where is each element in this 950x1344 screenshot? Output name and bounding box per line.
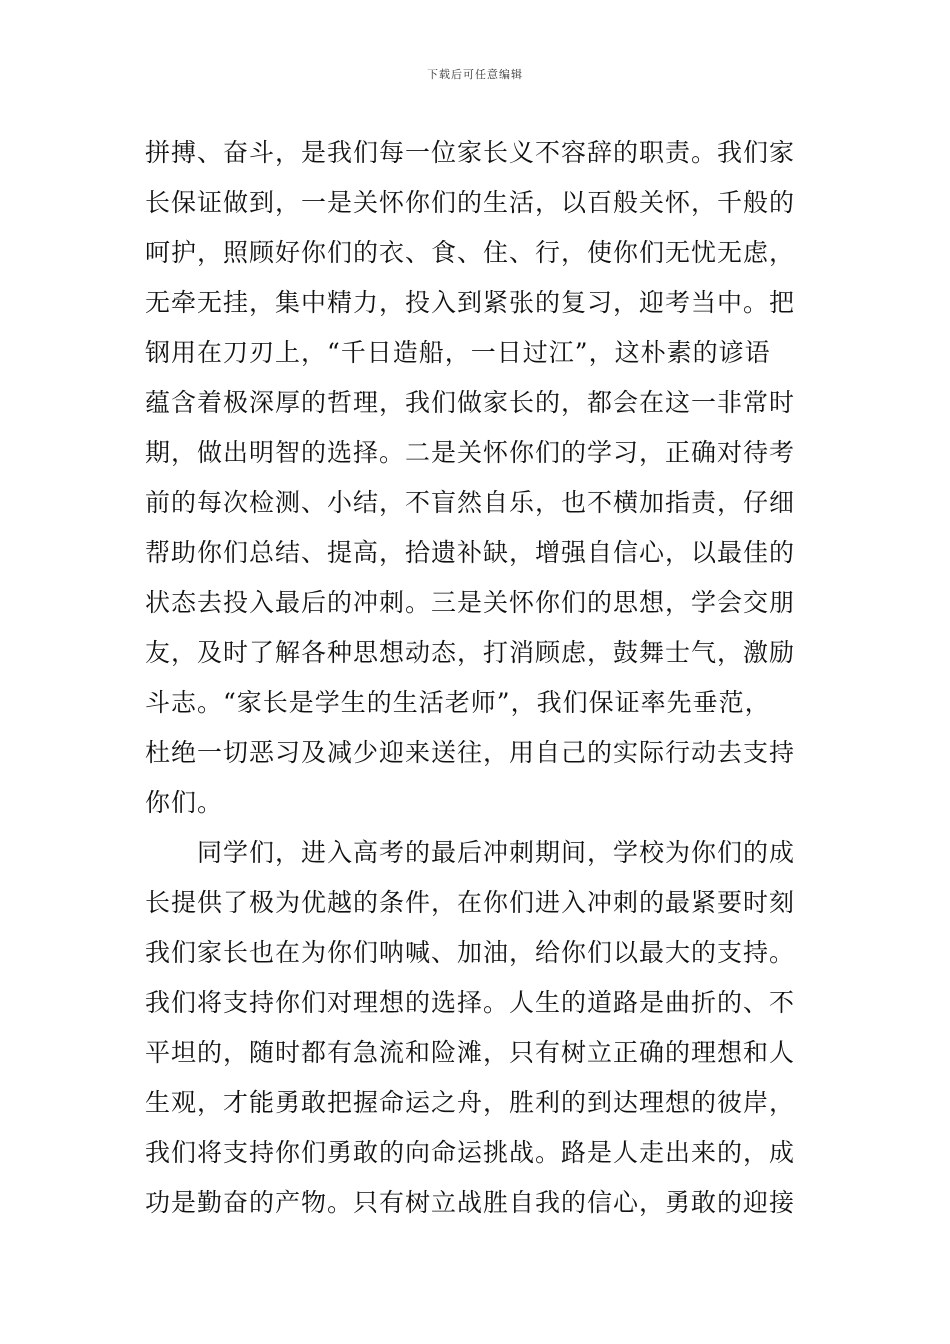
page-header: 下载后可任意编辑: [427, 68, 523, 81]
text-line: 杜绝一切恶习及减少迎来送往，用自己的实际行动去支持: [145, 738, 796, 767]
text-line: 斗志。“家长是学生的生活老师”，我们保证率先垂范，: [145, 688, 771, 717]
text-line: 生观，才能勇敢把握命运之舟，胜利的到达理想的彼岸，: [145, 1088, 796, 1117]
text-line: 呵护，照顾好你们的衣、食、住、行，使你们无忧无虑，: [145, 238, 796, 267]
text-line: 我们家长也在为你们呐喊、加油，给你们以最大的支持。: [145, 938, 796, 967]
paragraph-start-line: 同学们，进入高考的最后冲刺期间，学校为你们的成: [197, 838, 796, 867]
text-line: 长提供了极为优越的条件，在你们进入冲刺的最紧要时刻: [145, 888, 796, 917]
text-line: 钢用在刀刃上，“千日造船，一日过江”，这朴素的谚语: [145, 338, 771, 367]
text-line: 状态去投入最后的冲刺。三是关怀你们的思想，学会交朋: [145, 588, 796, 617]
text-line: 我们将支持你们对理想的选择。人生的道路是曲折的、不: [145, 988, 796, 1017]
text-line: 友，及时了解各种思想动态，打消顾虑，鼓舞士气，激励: [145, 638, 796, 667]
text-line: 你们。: [145, 788, 224, 817]
text-line: 无牵无挂，集中精力，投入到紧张的复习，迎考当中。把: [145, 288, 796, 317]
text-line: 帮助你们总结、提高，拾遗补缺，增强自信心，以最佳的: [145, 538, 796, 567]
document-body: [145, 128, 825, 1228]
text-line: 拼搏、奋斗，是我们每一位家长义不容辞的职责。我们家: [145, 138, 796, 167]
text-line: 期，做出明智的选择。二是关怀你们的学习，正确对待考: [145, 438, 796, 467]
text-line: 功是勤奋的产物。只有树立战胜自我的信心，勇敢的迎接: [145, 1188, 796, 1217]
text-line: 前的每次检测、小结，不盲然自乐，也不横加指责，仔细: [145, 488, 796, 517]
text-line: 长保证做到，一是关怀你们的生活，以百般关怀，千般的: [145, 188, 796, 217]
text-line: 平坦的，随时都有急流和险滩，只有树立正确的理想和人: [145, 1038, 796, 1067]
text-line: 蕴含着极深厚的哲理，我们做家长的，都会在这一非常时: [145, 388, 796, 417]
text-line: 我们将支持你们勇敢的向命运挑战。路是人走出来的，成: [145, 1138, 796, 1167]
